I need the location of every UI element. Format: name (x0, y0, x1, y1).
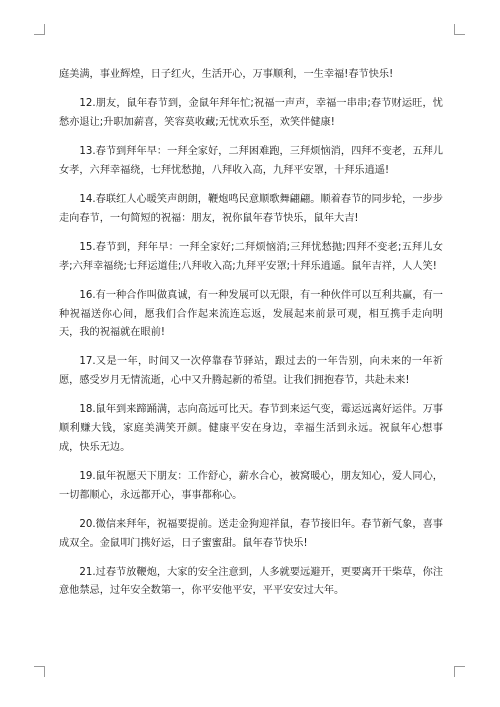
document-body (59, 66, 443, 612)
paragraph-15: 15.春节到，拜年早：一拜全家好;二拜烦恼消;三拜忧愁抛;四拜不变老;五拜儿女孝;六拜幸福绕;七拜运道佳;八拜收入高;九拜平安罩;十拜乐逍遥。鼠年吉祥，人人笑! (59, 241, 443, 272)
paragraph-12: 12.朋友，鼠年春节到，金鼠年拜年忙;祝福一声声，幸福一串串;春节财运旺，忧愁亦退让;升职加薪喜，笑容莫收藏;无忧欢乐至，欢笑伴健康! (59, 98, 443, 128)
crop-mark-top-right (454, 24, 465, 35)
crop-mark-bottom-left (34, 666, 45, 677)
crop-mark-bottom-right (454, 666, 465, 677)
paragraph-18: 18.鼠年到来蹄踊满，志向高远可比天。春节到来运气变，霉运远离好运伴。万事顺利赚大钱，家庭美满笑开颜。健康平安在身边，幸福生活到永远。祝鼠年心想事成，快乐无边。 (59, 404, 443, 453)
paragraph-continuation: 庭美满，事业辉煌，日子红火，生活开心，万事顺利，一生幸福!春节快乐! (59, 69, 394, 80)
paragraph-21: 21.过春节放鞭炮，大家的安全注意到，人多就要远避开，更要离开干柴草，你注意他禁忌，过年安全数第一，你平安他平安，平平安安过大年。 (59, 566, 443, 597)
paragraph-20: 20.微信来拜年，祝福要提前。送走金狗迎祥鼠，春节接旧年。春节新气象，喜事成双全。金鼠叩门携好运，日子蜜蜜甜。鼠年春节快乐! (59, 518, 443, 549)
paragraph-17: 17.又是一年，时间又一次停靠春节驿站，跟过去的一年告别，向未来的一年祈愿，感受岁月无情流逝，心中又升腾起新的希望。让我们拥抱春节，共赴未来! (59, 356, 443, 387)
paragraph-13: 13.春节到拜年早：一拜全家好，二拜困难跑，三拜烦恼消，四拜不变老，五拜儿女孝，六拜幸福绕，七拜忧愁抛，八拜收入高，九拜平安罩，十拜乐逍遥! (59, 146, 443, 176)
crop-mark-top-left (34, 24, 45, 35)
paragraph-19: 19.鼠年祝愿天下朋友：工作舒心，薪水合心，被窝暖心，朋友知心，爱人同心，一切都顺心，永远都开心，事事都称心。 (59, 470, 443, 501)
paragraph-14: 14.春联红人心暖笑声朗朗，鞭炮鸣民意顺歌舞翩翩。顺着春节的同步轮，一步步走向春节，一句简短的祝福：朋友，祝你鼠年春节快乐，鼠年大吉! (59, 194, 443, 224)
paragraph-16: 16.有一种合作叫做真诚，有一种发展可以无限，有一种伙伴可以互利共赢，有一种祝福送你心间，愿我们合作起来流连忘返，发展起来前景可观，相互携手走向明天，我的祝福就在眼前! (59, 289, 443, 339)
